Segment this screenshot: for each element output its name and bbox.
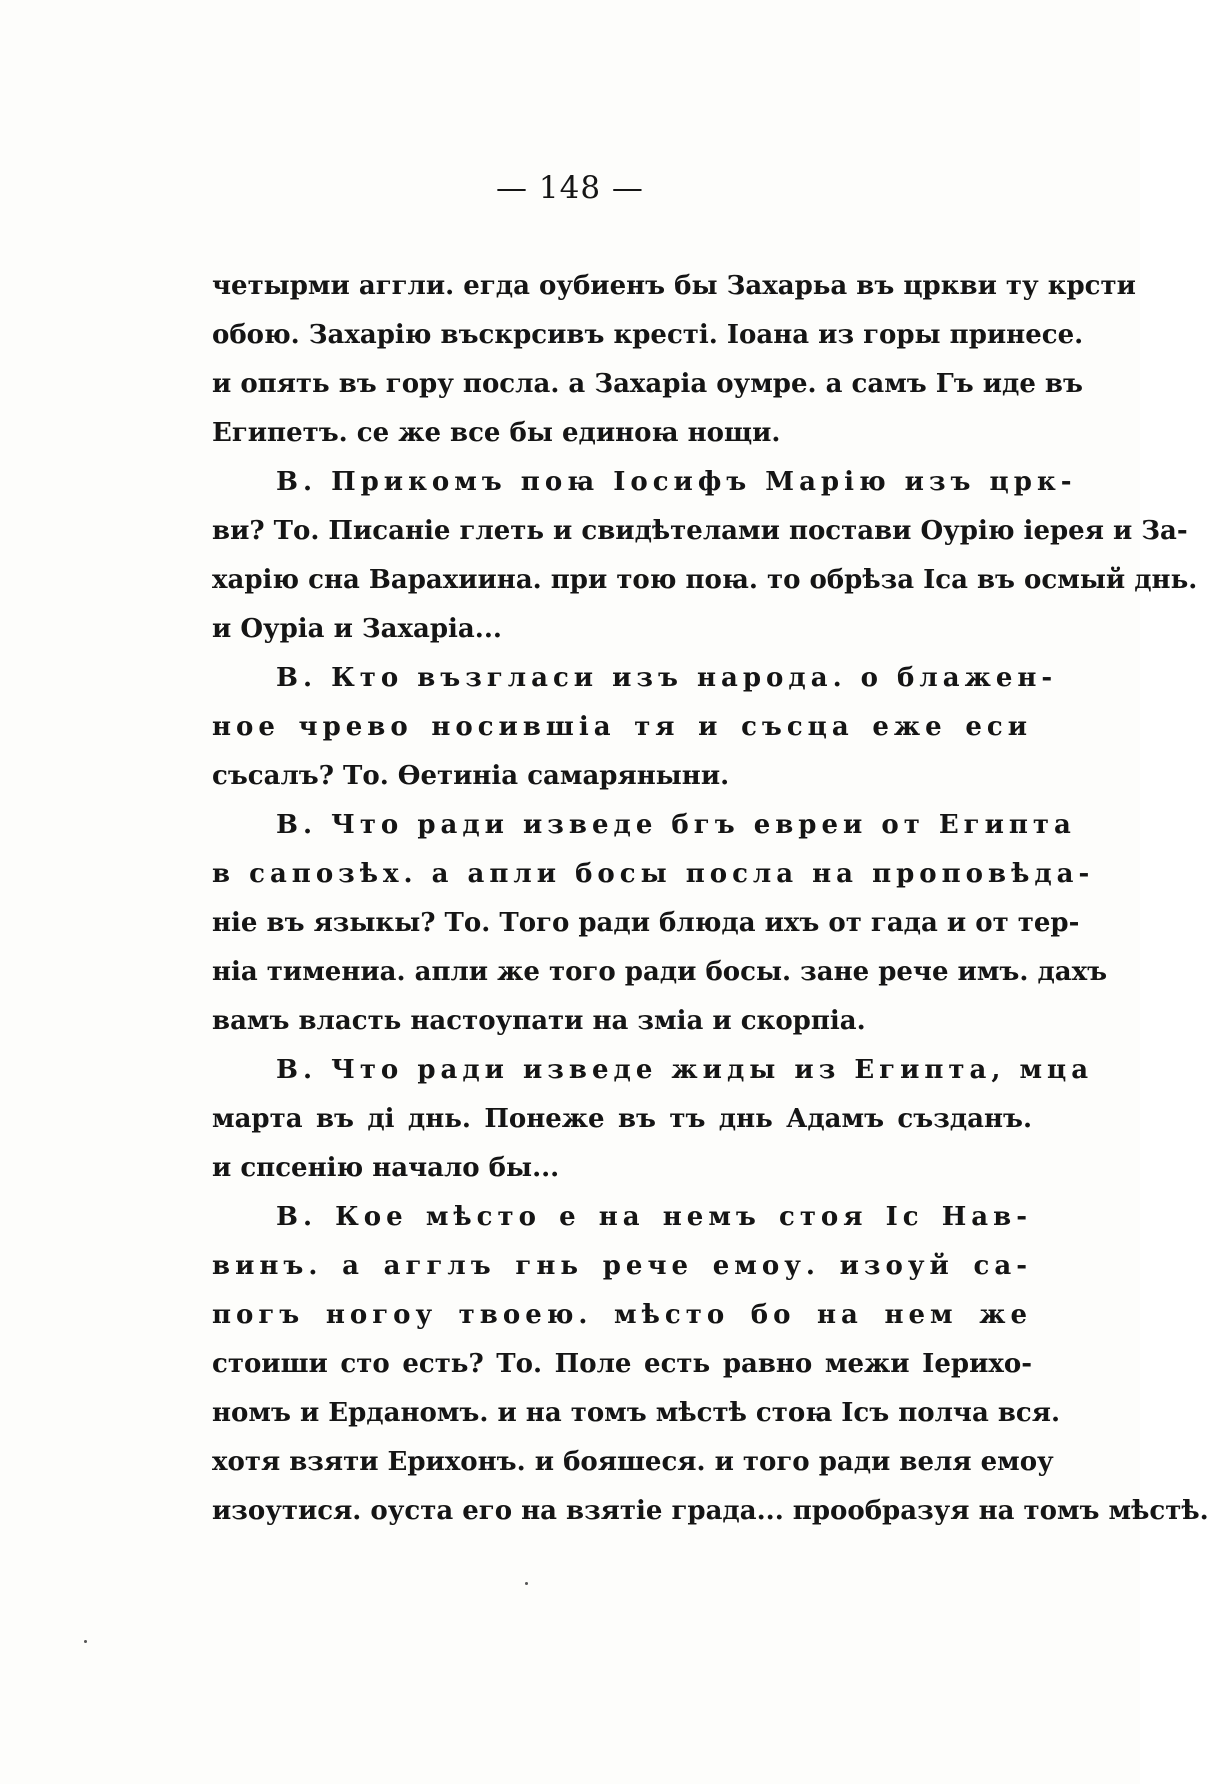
text-line: и спсенію начало бы... — [212, 1153, 560, 1183]
text-line: ніа тимениа. апли же того ради босы. зане рече имъ. дахъ — [212, 957, 1108, 987]
paragraph-1 — [212, 262, 1136, 458]
text-line: В. Что ради изведе бгъ евреи от Египта — [276, 810, 1076, 840]
text-line: В. Что ради изведе жиды из Египта, мца — [276, 1055, 1094, 1085]
text-line: погъ ногоу твоею. мѣсто бо на нем же — [212, 1300, 1032, 1330]
paper-speck — [84, 1640, 87, 1643]
text-line: хотя взяти Ерихонъ. и бояшеся. и того ради веля емоу — [212, 1447, 1054, 1477]
text-line: съсалъ? То. Ѳетиніа самаряныни. — [212, 761, 730, 791]
paragraph-5 — [212, 1046, 1094, 1193]
text-line: четырми аггли. егда оубиенъ бы Захарьа въ цркви ту крсти — [212, 271, 1136, 301]
text-line: изоутися. оуста его на взятіе града... прообразуя на томъ мѣстѣ. — [212, 1496, 1209, 1526]
paragraph-4 — [212, 801, 1108, 1046]
text-line: В. Кое мѣсто е на немъ стоя Іс Нав- — [276, 1202, 1032, 1232]
text-line: и опять въ гору посла. а Захаріа оумре. а самъ Гъ иде въ — [212, 369, 1083, 399]
text-line: обою. Захарію въскрсивъ кресті. Іоана из горы принесе. — [212, 320, 1084, 350]
text-line: В. Кто възгласи изъ народа. о блажен- — [276, 663, 1058, 693]
text-line: номъ и Ерданомъ. и на томъ мѣстѣ стоꙗ Ісъ полча вся. — [212, 1398, 1061, 1428]
text-line: вамъ власть настоупати на зміа и скорпіа. — [212, 1006, 866, 1036]
text-line: Египетъ. се же все бы единоꙗ нощи. — [212, 418, 781, 448]
paragraph-6 — [212, 1193, 1209, 1536]
text-body — [212, 262, 1209, 1536]
page-number: — 148 — — [496, 170, 644, 206]
text-line: марта въ ді днь. Понеже въ тъ днь Адамъ създанъ. — [212, 1104, 1032, 1134]
text-line: ное чрево носившіа тя и съсца еже еси — [212, 712, 1032, 742]
paragraph-3 — [212, 654, 1058, 801]
text-line: ніе въ языкы? То. Того ради блюда ихъ от гада и от тер- — [212, 908, 1080, 938]
text-line: стоиши сто есть? То. Поле есть равно межи Іерихо- — [212, 1349, 1032, 1379]
text-line: винъ. а агглъ гнь рече емоу. изоуй са- — [212, 1251, 1032, 1281]
text-line: харію сна Варахиина. при тою поꙗ. то обрѣза Іса въ осмый днь. — [212, 565, 1198, 595]
text-line: в сапозѣх. а апли босы посла на проповѣда- — [212, 859, 1095, 889]
text-line: и Оуріа и Захаріа... — [212, 614, 502, 644]
paper-speck — [525, 1582, 528, 1585]
text-line: ви? То. Писаніе глеть и свидѣтелами постави Оурію іерея и За- — [212, 516, 1188, 546]
text-line: В. Прикомъ поꙗ Іосифъ Марію изъ црк- — [276, 467, 1077, 497]
paragraph-2 — [212, 458, 1198, 654]
